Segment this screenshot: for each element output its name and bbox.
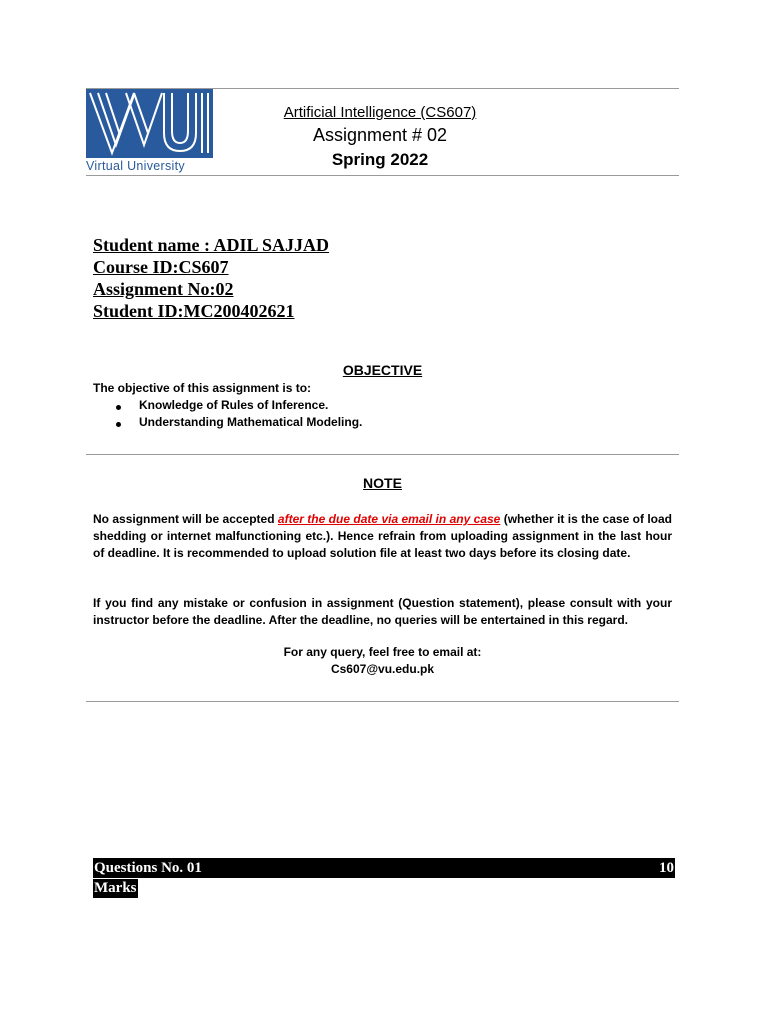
objective-intro: The objective of this assignment is to: xyxy=(93,381,312,395)
question-bar xyxy=(93,858,675,878)
note-paragraph-1 xyxy=(93,511,672,562)
header-rule xyxy=(86,175,679,176)
note-heading: NOTE xyxy=(363,475,402,491)
note-paragraph-2: If you find any mistake or confusion in assignment (Question statement), please consult with your instructor before the deadline. After the deadline, no queries will be entertained in this regard. xyxy=(93,596,672,627)
bullet-icon xyxy=(116,422,121,427)
semester: Spring 2022 xyxy=(331,150,429,169)
query-line: For any query, feel free to email at: xyxy=(283,645,482,659)
question-marks-word: Marks xyxy=(94,880,137,896)
logo-monogram xyxy=(86,89,213,158)
university-logo xyxy=(86,89,214,175)
objective-item: Knowledge of Rules of Inference. xyxy=(139,398,329,412)
note-rule xyxy=(86,701,679,702)
assignment-number: Assignment # 02 xyxy=(312,125,448,145)
note-p1-highlight: after the due date via email in any case xyxy=(277,512,501,526)
assignment-no: Assignment No:02 xyxy=(93,279,234,299)
question-marks-value: 10 xyxy=(659,860,674,876)
vu-logo-icon xyxy=(86,89,213,158)
contact-email[interactable]: Cs607@vu.edu.pk xyxy=(330,662,435,676)
objective-item: Understanding Mathematical Modeling. xyxy=(139,415,363,429)
student-name: Student name : ADIL SAJJAD xyxy=(93,235,330,255)
course-id: Course ID:CS607 xyxy=(93,257,229,277)
question-label: Questions No. 01 xyxy=(94,860,202,876)
note-p1-start: No assignment will be accepted xyxy=(93,512,278,526)
logo-caption: Virtual University xyxy=(86,159,185,173)
objective-rule xyxy=(86,454,679,455)
course-title: Artificial Intelligence (CS607) xyxy=(283,104,477,121)
student-id: Student ID:MC200402621 xyxy=(93,301,295,321)
bullet-icon xyxy=(116,405,121,410)
note-p1-end: (whether it is the case of load shedding or internet malfunctioning etc.). Hence refrain from uploading assignment in the last hour of deadline. It is recommended to upload solution file at least two days before its closing date. xyxy=(93,512,672,560)
objective-heading: OBJECTIVE xyxy=(342,362,423,378)
